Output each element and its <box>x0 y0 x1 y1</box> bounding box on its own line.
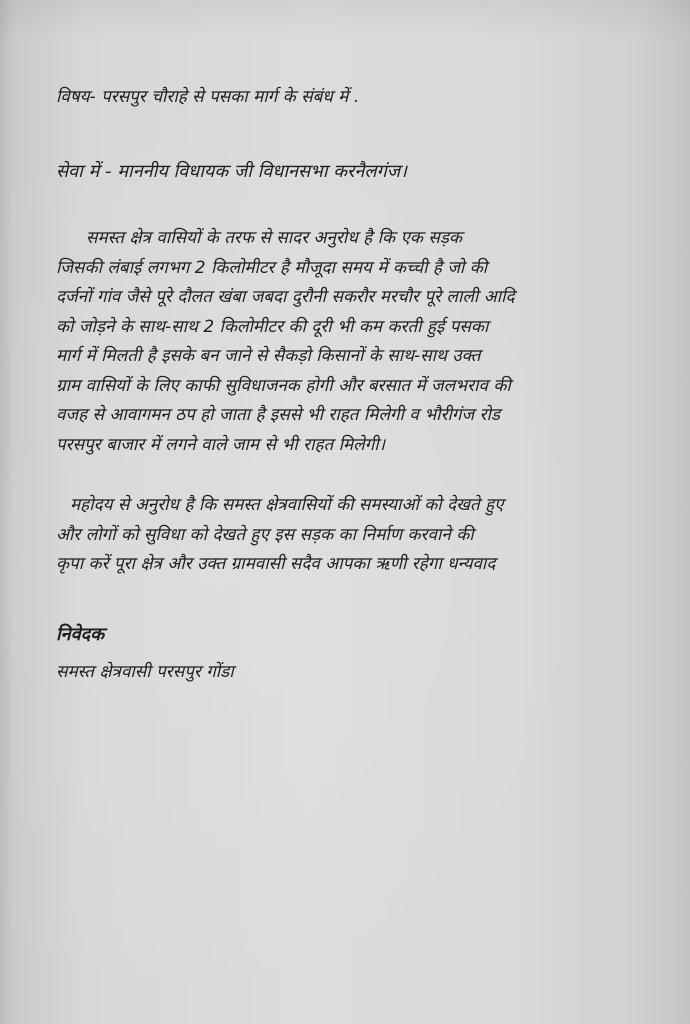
paragraph-line: और लोगों को सुविधा को देखते हुए इस सड़क का निर्माण करवाने की <box>56 524 474 545</box>
letter-subject: विषय- परसपुर चौराहे से पसका मार्ग के संबंध में . <box>56 87 360 107</box>
paragraph-line: दर्जनों गांव जैसे पूरे दौलत खंबा जबदा दुरौनी सकरौर मरचौर पूरे लाली आदि <box>56 287 515 307</box>
paragraph-line: समस्त क्षेत्र वासियों के तरफ से सादर अनुरोध है कि एक सड़क <box>86 228 462 248</box>
paragraph-line: महोदय से अनुरोध है कि समस्त क्षेत्रवासियों की समस्याओं को देखते हुए <box>70 495 504 515</box>
letter-paragraph-request <box>56 224 651 460</box>
paragraph-line: को जोड़ने के साथ-साथ 2 किलोमीटर की दूरी भी कम करती हुई पसका <box>56 316 489 337</box>
letter-paragraph-closing <box>56 491 651 580</box>
paragraph-line: जिसकी लंबाई लगभग 2 किलोमीटर है मौजूदा समय में कच्ची है जो की <box>56 257 488 278</box>
paragraph-line: कृपा करें पूरा क्षेत्र और उक्त ग्रामवासी सदैव आपका ऋणी रहेगा धन्यवाद <box>56 554 496 574</box>
letter-salutation: सेवा में - माननीय विधायक जी विधानसभा करनैलगंज। <box>56 161 407 182</box>
sender-label: निवेदक <box>56 624 105 645</box>
paper-shadow-top <box>0 0 690 40</box>
paragraph-line: मार्ग में मिलती है इसके बन जाने से सैकड़ो किसानों के साथ-साथ उक्त <box>56 346 481 366</box>
paragraph-line: ग्राम वासियों के लिए काफी सुविधाजनक होगी और बरसात में जलभराव की <box>56 375 511 396</box>
paragraph-line: वजह से आवागमन ठप हो जाता है इससे भी राहत मिलेगी व भौरीगंज रोड <box>56 405 500 425</box>
sender-name: समस्त क्षेत्रवासी परसपुर गोंडा <box>56 662 234 682</box>
paper-shadow-left <box>0 0 14 1024</box>
paragraph-line: परसपुर बाजार में लगने वाले जाम से भी राहत मिलेगी। <box>56 434 386 455</box>
